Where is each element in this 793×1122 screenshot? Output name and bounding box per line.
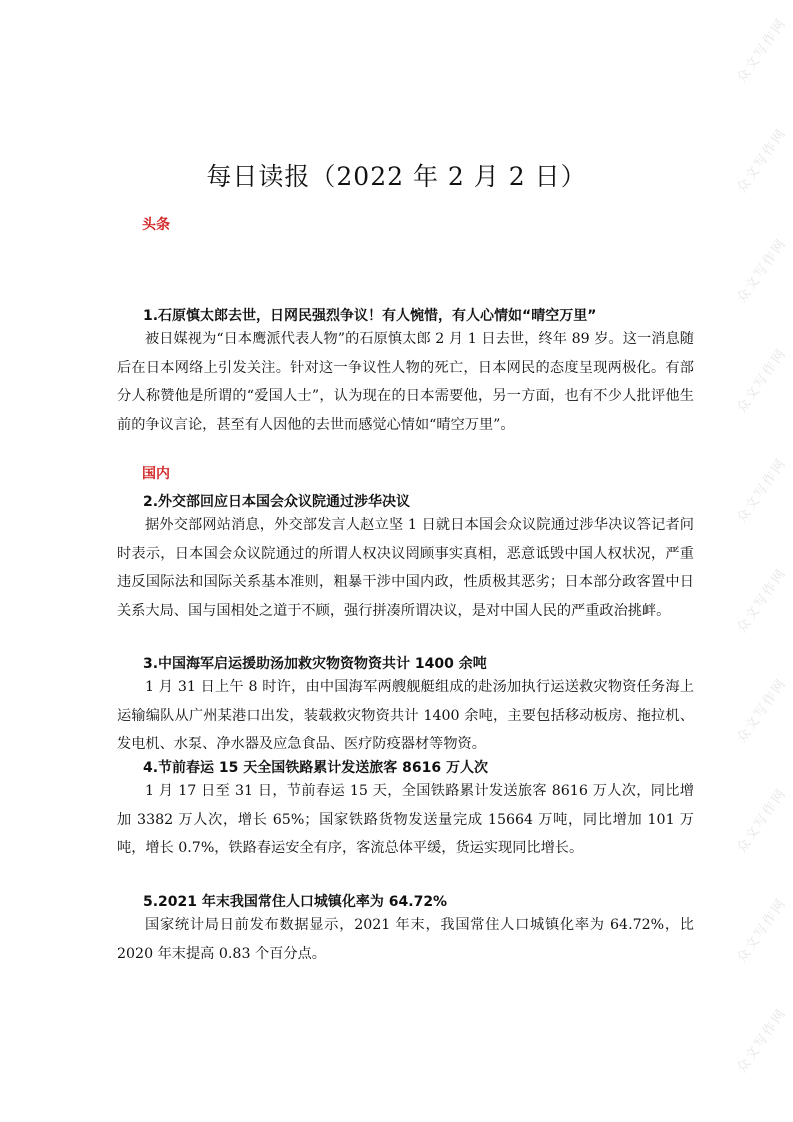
article-headline: 3.中国海军启运援助汤加救灾物资物资共计 1400 余吨: [143, 656, 487, 672]
page-title: 每日读报（2022 年 2 月 2 日）: [206, 161, 587, 191]
watermark: 众文写作网: [734, 125, 790, 196]
section-label-domestic: 国内: [142, 466, 170, 482]
watermark: 众文写作网: [734, 565, 790, 636]
watermark: 众文写作网: [734, 895, 790, 966]
section-label-headlines: 头条: [142, 217, 170, 233]
article-headline: 1.石原慎太郎去世，日网民强烈争议！有人惋惜，有人心情如“晴空万里”: [143, 308, 597, 324]
article-headline: 5.2021 年末我国常住人口城镇化率为 64.72%: [143, 894, 448, 910]
watermark: 众文写作网: [734, 675, 790, 746]
article-body: 国家统计局日前发布数据显示，2021 年末，我国常住人口城镇化率为 64.72%，比 2020 年末提高 0.83 个百分点。: [117, 917, 694, 962]
watermark: 众文写作网: [734, 235, 790, 306]
watermark: 众文写作网: [734, 345, 790, 416]
article-body: 据外交部网站消息，外交部发言人赵立坚 1 日就日本国会众议院通过涉华决议答记者问时表示，日本国会众议院通过的所谓人权决议罔顾事实真相，恶意诋毁中国人权状况，严重违反国际法和国际关系基本准则，粗暴干涉中国内政，性质极其恶劣；日本部分政客置中日关系大局、国与国相处之道于不顾，强行拼凑所谓决议，是对中国人民的严重政治挑衅。: [117, 517, 694, 619]
watermark: 众文写作网: [734, 1005, 790, 1076]
article-headline: 2.外交部回应日本国会众议院通过涉华决议: [143, 494, 411, 510]
watermark: 众文写作网: [734, 15, 790, 86]
article-body: 被日媒视为“日本鹰派代表人物”的石原慎太郎 2 月 1 日去世，终年 89 岁。这一消息随后在日本网络上引发关注。针对这一争议性人物的死亡，日本网民的态度呈现两极化。有部分人称赞他是所谓的“爱国人士”，认为现在的日本需要他，另一方面，也有不少人批评他生前的争议言论，甚至有人因他的去世而感觉心情如“晴空万里”。: [117, 331, 694, 433]
article-body: 1 月 31 日上午 8 时许，由中国海军两艘舰艇组成的赴汤加执行运送救灾物资任务海上运输编队从广州某港口出发，装载救灾物资共计 1400 余吨，主要包括移动板房、拖拉机、发电机、水泵、净水器及应急食品、医疗防疫器材等物资。: [117, 679, 694, 753]
article-headline: 4.节前春运 15 天全国铁路累计发送旅客 8616 万人次: [143, 760, 489, 776]
article-body: 1 月 17 日至 31 日，节前春运 15 天，全国铁路累计发送旅客 8616 万人次，同比增加 3382 万人次，增长 65%；国家铁路货物发送量完成 15664 万吨，同比增加 101 万吨，增长 0.7%，铁路春运安全有序，客流总体平缓，货运实现同比增长。: [117, 783, 694, 857]
watermark: 众文写作网: [734, 455, 790, 526]
watermark: 众文写作网: [734, 785, 790, 856]
